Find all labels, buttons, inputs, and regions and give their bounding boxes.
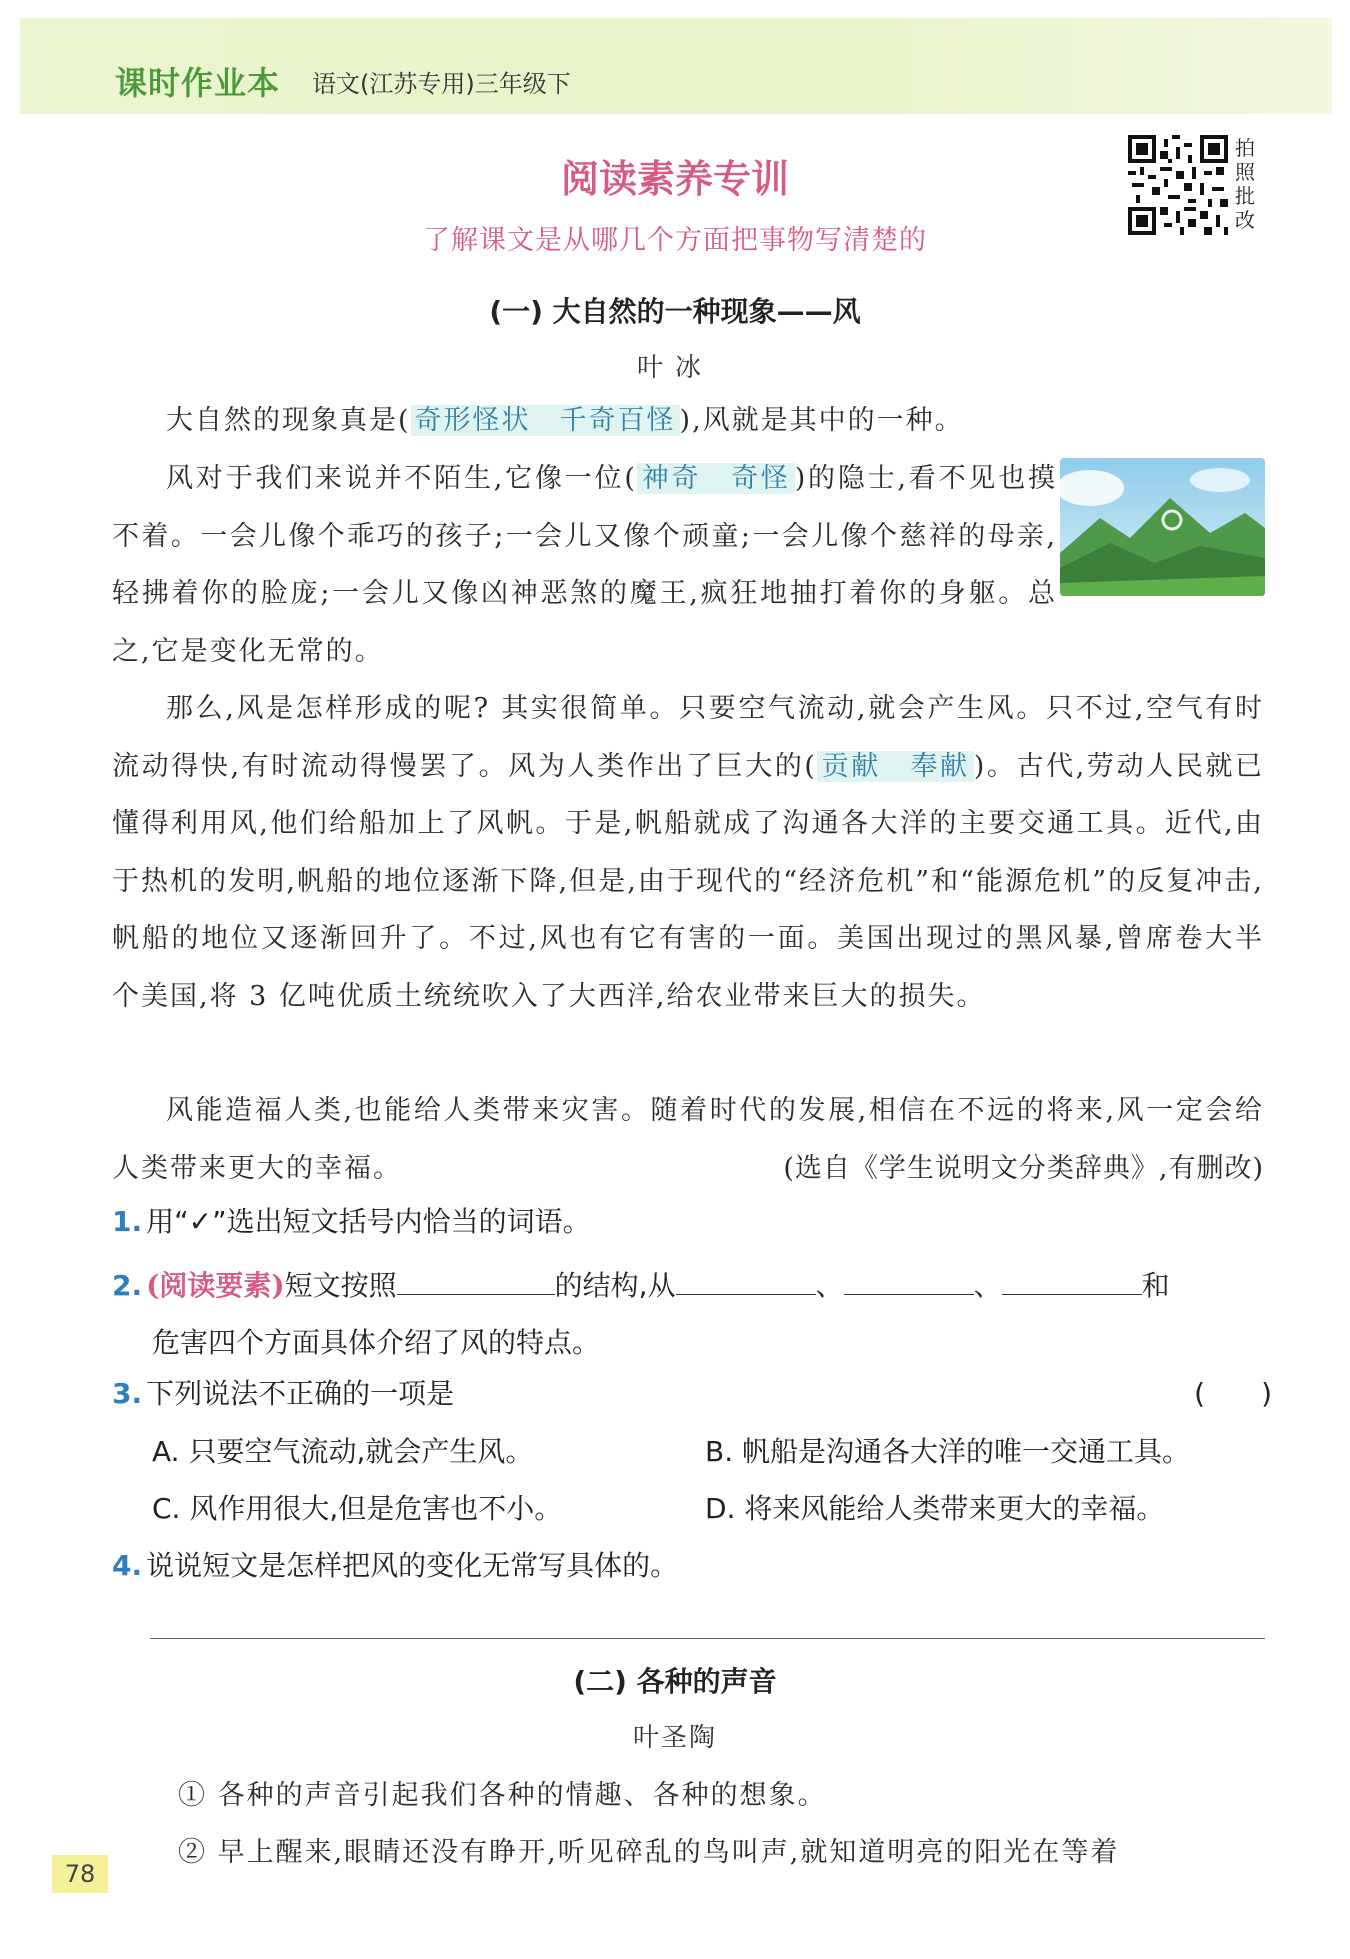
section2-line-2: ② 早上醒来,眼睛还没有睁开,听见碎乱的鸟叫声,就知道明亮的阳光在等着 — [178, 1837, 1120, 1868]
answer-bracket[interactable]: ( ) — [1194, 1377, 1272, 1410]
option-d[interactable]: D. 将来风能给人类带来更大的幸福。 — [705, 1492, 1165, 1525]
section1-paragraph-3: 那么,风是怎样形成的呢? 其实很简单。只要空气流动,就会产生风。只不过,空气有时流动得快,有时流动得慢罢了。风为人类作出了巨大的( 贡献 奉献 )。古代,劳动人民就已懂得利用风,他们给船加上了风帆。于是,帆船就成了沟通各大洋的主要交通工具。近代,由于热机的发明,帆船的地位逐渐下降,但是,由于现代的“经济危机”和“能源危机”的反复冲击,帆船的地位又逐渐回升了。不过,风也有它有害的一面。美国出现过的黑风暴,曾席卷大半个美国,将 3 亿吨优质土统统吹入了大西洋,给农业带来巨大的损失。 — [112, 693, 1264, 1012]
book-brand: 课时作业本 — [115, 64, 281, 102]
option-a[interactable]: A. 只要空气流动,就会产生风。 — [152, 1435, 534, 1468]
option-c[interactable]: C. 风作用很大,但是危害也不小。 — [152, 1492, 563, 1525]
source-citation: (选自《学生说明文分类辞典》,有删改) — [783, 1152, 1264, 1184]
qr-caption: 拍照批改 — [1235, 136, 1255, 232]
section1-paragraph-1: 大自然的现象真是( 奇形怪状 千奇百怪 ),风就是其中的一种。 — [166, 405, 964, 436]
word-choice[interactable]: 奇形怪状 千奇百怪 — [411, 405, 680, 436]
word-choice[interactable]: 神奇 奇怪 — [637, 463, 795, 494]
answer-blank[interactable] — [676, 1268, 816, 1295]
page-title: 阅读素养专训 — [560, 157, 789, 201]
section1-paragraph-4: 风能造福人类,也能给人类带来灾害。随着时代的发展,相信在不远的将来,风一定会给人类带来更大的幸福。 (选自《学生说明文分类辞典》,有删改) — [112, 1082, 1264, 1197]
qr-code-icon[interactable] — [1128, 135, 1228, 235]
question-2: 2. (阅读要素)短文按照 的结构,从 、 、 和 危害四个方面具体介绍了风的特点。 — [112, 1257, 1272, 1371]
page-subtitle: 了解课文是从哪几个方面把事物写清楚的 — [423, 225, 927, 256]
answer-blank[interactable] — [1002, 1268, 1142, 1295]
question-3: 3. 下列说法不正确的一项是 ( ) — [112, 1372, 1272, 1412]
reading-element-tag: (阅读要素) — [146, 1269, 285, 1302]
option-b[interactable]: B. 帆船是沟通各大洋的唯一交通工具。 — [705, 1435, 1191, 1468]
answer-blank[interactable] — [397, 1268, 555, 1295]
section2-line-1: ① 各种的声音引起我们各种的情趣、各种的想象。 — [178, 1780, 827, 1811]
landscape-illustration — [1060, 458, 1265, 596]
word-choice[interactable]: 贡献 奉献 — [817, 751, 974, 782]
section1-author: 叶冰 — [636, 353, 713, 383]
answer-blank[interactable] — [844, 1268, 974, 1295]
book-subject: 语文(江苏专用)三年级下 — [312, 70, 571, 98]
question-2-continued: 危害四个方面具体介绍了风的特点。 — [152, 1326, 601, 1359]
question-4: 4. 说说短文是怎样把风的变化无常写具体的。 — [112, 1549, 679, 1582]
question-1: 1. 用“✓”选出短文括号内恰当的词语。 — [112, 1205, 591, 1238]
section2-title: (二) 各种的声音 — [573, 1665, 777, 1698]
section-divider — [150, 1638, 1265, 1639]
page-number: 78 — [52, 1855, 108, 1893]
section2-author: 叶圣陶 — [632, 1723, 717, 1753]
section1-paragraph-2: 风对于我们来说并不陌生,它像一位( 神奇 奇怪 )的隐士,看不见也摸不着。一会儿像个乖巧的孩子;一会儿又像个顽童;一会儿像个慈祥的母亲,轻拂着你的脸庞;一会儿又像凶神恶煞的魔王,疯狂地抽打着你的身躯。总之,它是变化无常的。 — [112, 463, 1057, 667]
section1-title: (一) 大自然的一种现象——风 — [489, 295, 861, 328]
